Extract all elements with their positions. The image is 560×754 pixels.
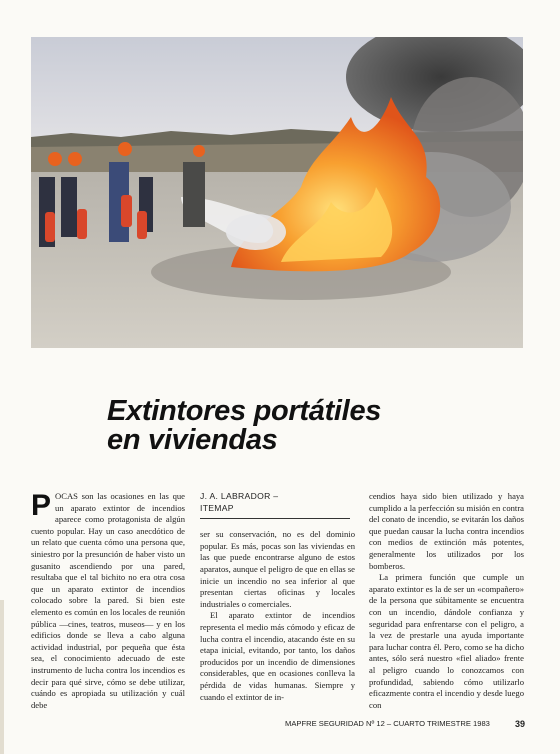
page-edge-shadow	[0, 600, 4, 754]
body-column-3	[369, 491, 524, 723]
article-title	[107, 397, 507, 455]
paragraph: El aparato extintor de incendios representa el medio más cómodo y eficaz de lucha contra el incendio, atacando éste en su etapa inicial, evitando, por tanto, los daños producidos por un incendio de dimensiones considerables, que en ocasiones conlleva la pérdida de vidas humanas. Siempre y cuando el extintor de in-	[200, 610, 355, 702]
paragraph-intro: OCAS son las ocasiones en las que un aparato extintor de incendios aparece como protagonista de algún cuento popular. Hay un caso anecdótico de un relato que cuenta cómo una persona que, siniestro por la presunción de haber visto un gusanito ascendiendo por una pared, resultaba que el tal bichito no era otra cosa que un aparato extintor de incendios colocado sobre la pared. Si bien este elemento es común en los locales de reunión pública —cines, teatros, museos— y en los edificios donde se lleva a cabo alguna actividad industrial, por pequeña que ésta sea, el conocimiento adecuado de este instrumento de lucha contra los incendios es decir para qué sirve, cómo se debe utilizar, cuándo es apropiada su utilización y cuál debe	[31, 491, 185, 710]
page-footer	[285, 719, 525, 729]
drop-cap: P	[31, 491, 52, 522]
article-title-line-2: en viviendas	[107, 424, 278, 456]
paragraph: ser su conservación, no es del dominio popular. Es más, pocas son las viviendas en las que puede encontrarse alguno de estos aparatos, aunque el peligro de que en ellas se inicie un incendio no sea inferior al que presentan ciertas oficinas y locales industriales o comerciales.	[200, 529, 355, 609]
author-name: J. A. LABRADOR –	[200, 491, 279, 501]
fire-training-photo	[31, 37, 523, 348]
article-title-line-1: Extintores portátiles	[107, 395, 382, 427]
author-organization: ITEMAP	[200, 502, 234, 513]
page-number: 39	[514, 719, 525, 729]
author-divider	[200, 518, 350, 519]
body-column-1	[31, 491, 185, 723]
paragraph: cendios haya sido bien utilizado y haya cumplido a la perfección su misión en contra del conato de incendio, se evitarán los daños que puedan causar la lucha contra incendios con medios de extinción más potentes, generalmente los utilizados por los bomberos.	[369, 491, 524, 571]
paragraph: La primera función que cumple un aparato extintor es la de ser un «compañero» de la persona que súbitamente se encuentra con un incendio, dándole confianza y seguridad para enfrentarse con el peligro, a la vez de prestarle una ayuda importante para luchar contra él. Pero, como se ha dicho antes, sólo será nuestro «fiel aliado» frente al peligro cuando lo conozcamos con profundidad, sabiendo cómo utilizarlo eficazmente contra el incendio y desde luego con	[369, 572, 524, 710]
publication-info: MAPFRE SEGURIDAD Nº 12 – CUARTO TRIMESTRE 1983	[285, 719, 490, 728]
body-column-2	[200, 491, 355, 723]
